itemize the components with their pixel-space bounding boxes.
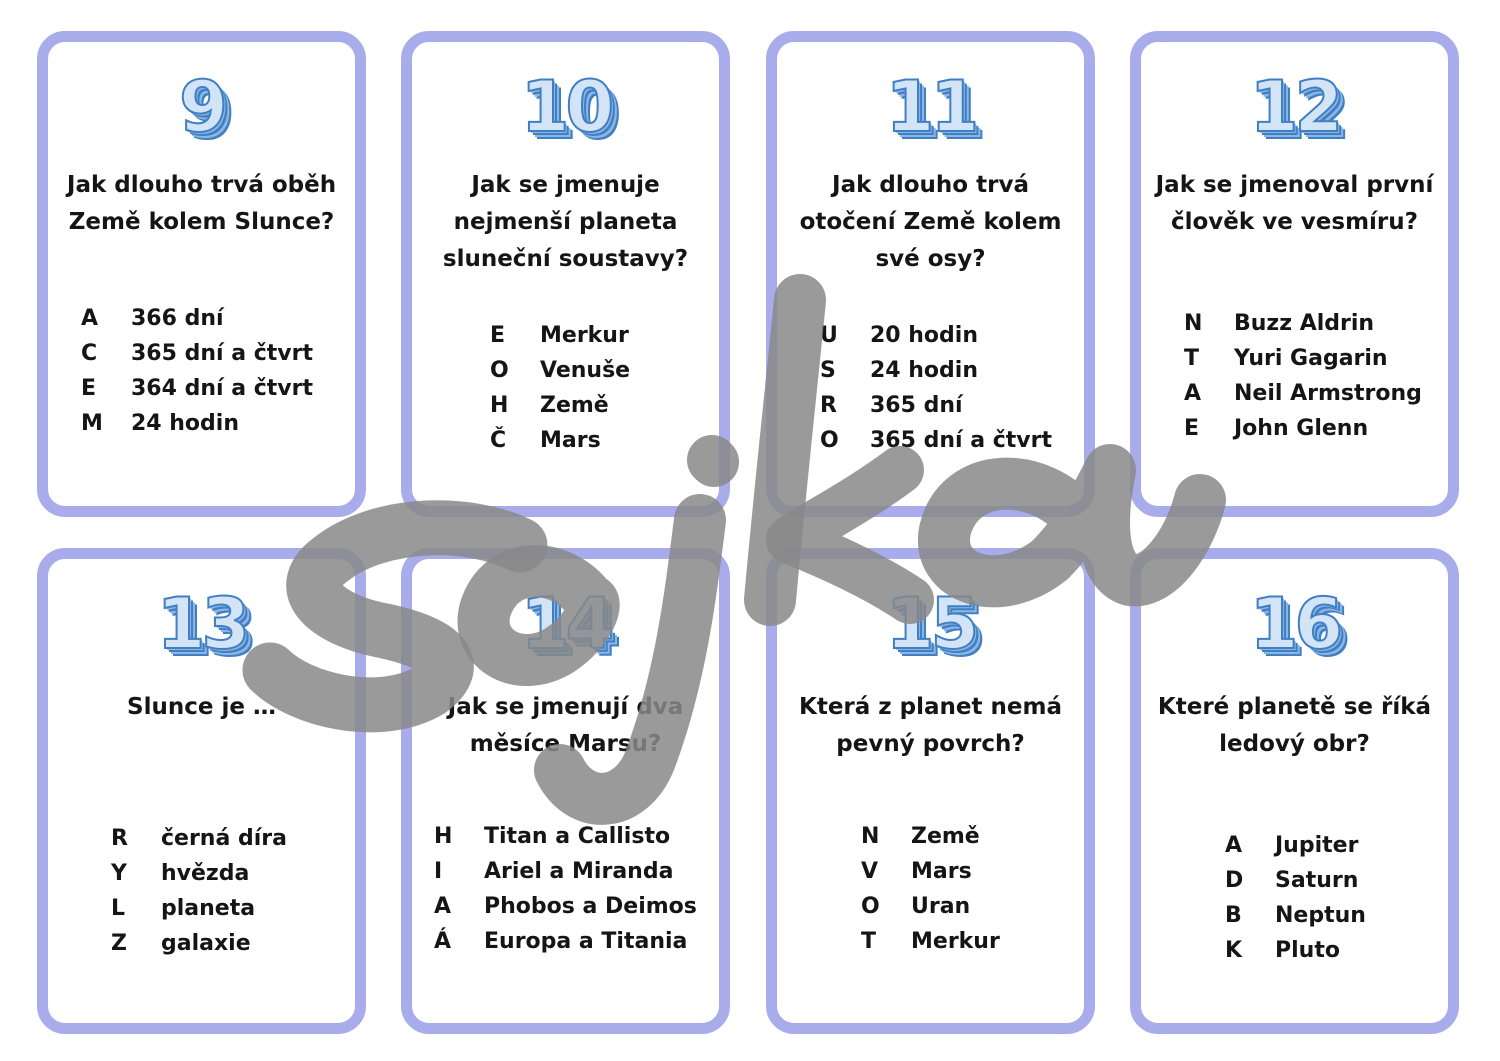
answer-letter: E <box>1184 416 1200 441</box>
card-question: Jak dlouho trvá oběh Země kolem Slunce? <box>66 172 337 235</box>
answer-letter: A <box>434 894 452 919</box>
answer-text: 365 dní a čtvrt <box>870 428 1052 453</box>
answer-letter: Á <box>434 929 452 954</box>
answer-item <box>1225 828 1366 863</box>
card-question: Která z planet nemá pevný povrch? <box>799 694 1062 757</box>
answer-item <box>1184 306 1422 341</box>
answer-item <box>820 388 1052 423</box>
answer-item <box>490 318 630 353</box>
answer-text: Mars <box>911 859 972 884</box>
answer-text: Země <box>540 393 609 418</box>
answer-letter: O <box>820 428 839 453</box>
answer-text: Země <box>911 824 980 849</box>
answer-item <box>820 318 1052 353</box>
answer-item <box>434 854 697 889</box>
answer-item <box>1184 411 1422 446</box>
answer-text: Phobos a Deimos <box>484 894 697 919</box>
card-number-11: 11 <box>885 66 976 148</box>
quiz-card-14 <box>401 548 730 1034</box>
card-question: Jak se jmenoval první člověk ve vesmíru? <box>1155 172 1434 235</box>
quiz-card-15 <box>766 548 1095 1034</box>
answer-letter: S <box>820 358 836 383</box>
card-number-9: 9 <box>179 66 224 148</box>
answer-item <box>1184 341 1422 376</box>
answer-text: Ariel a Miranda <box>484 859 674 884</box>
answer-text: Jupiter <box>1275 833 1359 858</box>
answer-item <box>861 854 1000 889</box>
answer-item <box>1225 898 1366 933</box>
answer-text: Mars <box>540 428 601 453</box>
answer-text: Saturn <box>1275 868 1359 893</box>
card-number-14: 14 <box>520 583 611 665</box>
answer-text: Uran <box>911 894 971 919</box>
answer-letter: M <box>81 411 103 436</box>
answer-text: Titan a Callisto <box>484 824 671 849</box>
answer-text: Europa a Titania <box>484 929 688 954</box>
answer-text: Pluto <box>1275 938 1340 963</box>
answer-item <box>1225 933 1366 968</box>
answer-item <box>820 353 1052 388</box>
answer-letter: A <box>1225 833 1243 858</box>
answer-list <box>1184 306 1422 446</box>
answer-item <box>111 891 287 926</box>
answer-letter: O <box>490 358 509 383</box>
answer-letter: R <box>820 393 837 418</box>
quiz-card-12 <box>1130 31 1459 517</box>
answer-letter: B <box>1225 903 1242 928</box>
card-question: Které planetě se říká ledový obr? <box>1157 694 1432 757</box>
answer-text: Neil Armstrong <box>1234 381 1422 406</box>
answer-item <box>434 924 697 959</box>
card-question: Jak se jmenuje nejmenší planeta sluneční soustavy? <box>442 172 689 272</box>
answer-text: planeta <box>161 896 256 921</box>
answer-list <box>111 821 287 961</box>
answer-item <box>861 889 1000 924</box>
answer-text: 366 dní <box>131 306 224 331</box>
answer-item <box>490 388 630 423</box>
answer-letter: K <box>1225 938 1243 963</box>
answer-text: 365 dní <box>870 393 963 418</box>
answer-text: černá díra <box>161 826 287 851</box>
answer-letter: E <box>81 376 97 401</box>
answer-text: Buzz Aldrin <box>1234 311 1375 336</box>
answer-item <box>1225 863 1366 898</box>
answer-item <box>81 301 313 336</box>
answer-letter: V <box>861 859 879 884</box>
answer-letter: N <box>1184 311 1203 336</box>
answer-letter: T <box>861 929 877 954</box>
card-number-15: 15 <box>885 583 976 665</box>
answer-text: 24 hodin <box>131 411 240 436</box>
answer-letter: U <box>820 323 838 348</box>
answer-letter: R <box>111 826 128 851</box>
quiz-card-11 <box>766 31 1095 517</box>
answer-text: Merkur <box>911 929 1000 954</box>
answer-item <box>434 819 697 854</box>
answer-list <box>434 819 697 959</box>
answer-item <box>490 423 630 458</box>
answer-text: Venuše <box>540 358 631 383</box>
answer-item <box>81 371 313 406</box>
answer-item <box>81 336 313 371</box>
answer-letter: H <box>434 824 453 849</box>
answer-item <box>1184 376 1422 411</box>
quiz-card-10 <box>401 31 730 517</box>
answer-list <box>81 301 313 441</box>
answer-text: Merkur <box>540 323 629 348</box>
answer-list <box>861 819 1000 959</box>
answer-item <box>81 406 313 441</box>
card-question: Jak dlouho trvá otočení Země kolem své osy? <box>799 172 1062 272</box>
answer-letter: A <box>1184 381 1202 406</box>
answer-item <box>111 856 287 891</box>
quiz-card-13 <box>37 548 366 1034</box>
answer-letter: A <box>81 306 99 331</box>
answer-letter: E <box>490 323 506 348</box>
answer-item <box>434 889 697 924</box>
answer-letter: Y <box>111 861 127 886</box>
quiz-card-9 <box>37 31 366 517</box>
answer-text: 365 dní a čtvrt <box>131 341 313 366</box>
answer-letter: T <box>1184 346 1200 371</box>
answer-text: 24 hodin <box>870 358 979 383</box>
answer-text: John Glenn <box>1234 416 1369 441</box>
answer-letter: L <box>111 896 126 921</box>
answer-list <box>820 318 1052 458</box>
answer-text: 20 hodin <box>870 323 979 348</box>
card-number-12: 12 <box>1249 66 1340 148</box>
card-number-10: 10 <box>520 66 611 148</box>
answer-text: Neptun <box>1275 903 1366 928</box>
answer-letter: H <box>490 393 509 418</box>
answer-letter: O <box>861 894 880 919</box>
answer-text: hvězda <box>161 861 250 886</box>
answer-list <box>490 318 630 458</box>
answer-item <box>861 819 1000 854</box>
answer-text: Yuri Gagarin <box>1234 346 1388 371</box>
card-question: Jak se jmenují dva měsíce Marsu? <box>447 694 684 757</box>
answer-item <box>820 423 1052 458</box>
answer-letter: C <box>81 341 98 366</box>
answer-letter: Z <box>111 931 127 956</box>
card-question: Slunce je … <box>127 694 276 720</box>
card-number-13: 13 <box>156 583 247 665</box>
answer-list <box>1225 828 1366 968</box>
card-number-16: 16 <box>1249 583 1340 665</box>
answer-letter: D <box>1225 868 1244 893</box>
answer-item <box>111 926 287 961</box>
answer-letter: I <box>434 859 443 884</box>
answer-item <box>861 924 1000 959</box>
answer-item <box>111 821 287 856</box>
answer-text: 364 dní a čtvrt <box>131 376 313 401</box>
quiz-card-16 <box>1130 548 1459 1034</box>
answer-item <box>490 353 630 388</box>
answer-text: galaxie <box>161 931 251 956</box>
answer-letter: Č <box>490 428 507 453</box>
answer-letter: N <box>861 824 880 849</box>
